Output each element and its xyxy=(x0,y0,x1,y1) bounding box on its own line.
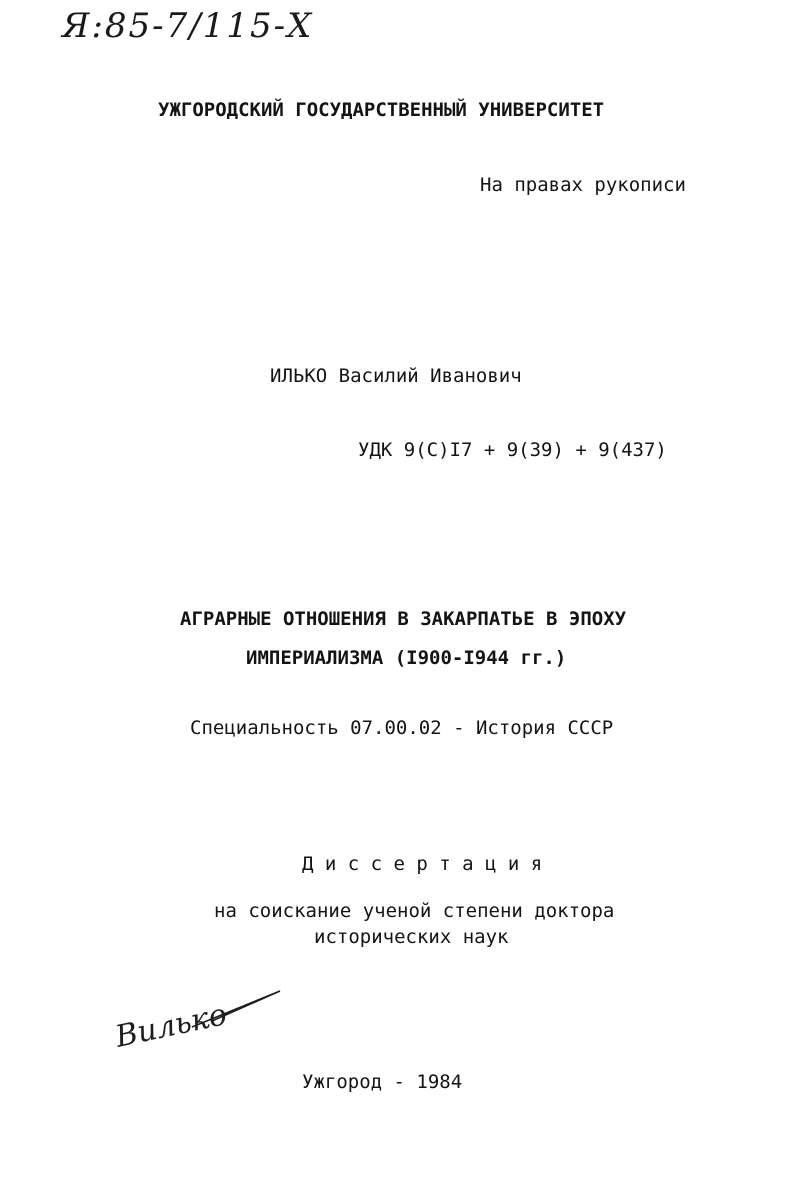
degree-line-2: исторических наук xyxy=(314,926,509,948)
document-type: Д и с с е р т а ц и я xyxy=(302,853,543,875)
degree-line-1: на соискание ученой степени доктора xyxy=(214,900,615,922)
title-line-2: ИМПЕРИАЛИЗМА (I900-I944 гг.) xyxy=(246,647,567,669)
specialty: Специальность 07.00.02 - История СССР xyxy=(190,717,614,739)
title-line-1: АГРАРНЫЕ ОТНОШЕНИЯ В ЗАКАРПАТЬЕ В ЭПОХУ xyxy=(180,608,627,630)
handwritten-signature xyxy=(112,985,292,1065)
university-name: УЖГОРОДСКИЙ ГОСУДАРСТВЕННЫЙ УНИВЕРСИТЕТ xyxy=(158,99,605,121)
author-name: ИЛЬКО Василий Иванович xyxy=(270,365,522,387)
signature-text: Вилько xyxy=(112,997,230,1055)
rights-note: На правах рукописи xyxy=(480,174,686,196)
handwritten-catalog-note: Я:85-7/115-Х xyxy=(62,6,314,46)
udk-code: УДК 9(С)I7 + 9(39) + 9(437) xyxy=(358,439,667,461)
city-year: Ужгород - 1984 xyxy=(302,1071,463,1093)
